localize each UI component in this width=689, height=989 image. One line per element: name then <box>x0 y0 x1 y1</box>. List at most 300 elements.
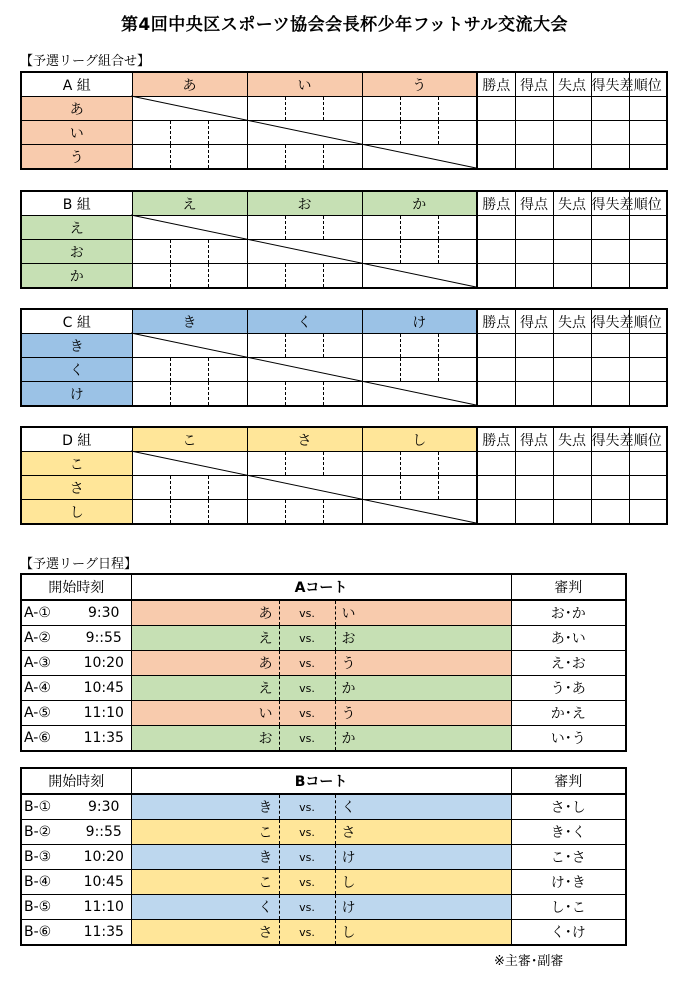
diagonal-cell <box>323 476 362 500</box>
court-header: Bコート <box>131 768 511 794</box>
stat-cell <box>553 240 591 264</box>
home-team: い <box>131 701 279 726</box>
diagonal-cell <box>362 145 400 170</box>
prelim-league-label: 【予選リーグ組合せ】 <box>20 54 151 69</box>
match-row <box>21 626 626 651</box>
diagonal-cell <box>285 121 323 145</box>
stat-header: 失点 <box>553 309 591 334</box>
match-time: 10:45 <box>77 676 131 701</box>
vs-label: vs. <box>279 920 335 946</box>
match-row <box>21 701 626 726</box>
match-row <box>21 920 626 946</box>
score-cell <box>132 145 170 170</box>
stat-cell <box>515 382 553 407</box>
home-team: く <box>131 895 279 920</box>
match-id: A-② <box>21 626 77 651</box>
away-team: か <box>335 676 511 701</box>
score-cell <box>323 334 362 358</box>
diagonal-cell <box>208 334 247 358</box>
score-cell <box>132 476 170 500</box>
score-cell <box>362 476 400 500</box>
away-team: さ <box>335 820 511 845</box>
match-time: 9::55 <box>77 626 131 651</box>
score-cell <box>132 500 170 525</box>
diagonal-cell <box>362 264 400 289</box>
match-time: 10:20 <box>77 651 131 676</box>
stat-header: 得点 <box>515 309 553 334</box>
group-team-header: か <box>362 191 477 216</box>
diagonal-cell <box>362 500 400 525</box>
group-table <box>20 426 668 525</box>
score-cell <box>285 382 323 407</box>
score-cell <box>170 240 208 264</box>
stat-cell <box>553 476 591 500</box>
vs-label: vs. <box>279 626 335 651</box>
stat-cell <box>629 452 667 476</box>
score-cell <box>208 476 247 500</box>
stat-cell <box>591 264 629 289</box>
diagonal-cell <box>285 476 323 500</box>
stat-header: 順位 <box>629 72 667 97</box>
referee: い･う <box>511 726 626 752</box>
score-cell <box>132 382 170 407</box>
group-team-header: け <box>362 309 477 334</box>
group-team-row-label: く <box>21 358 132 382</box>
stat-cell <box>629 216 667 240</box>
score-cell <box>170 121 208 145</box>
diagonal-cell <box>132 452 170 476</box>
score-cell <box>285 97 323 121</box>
home-team: え <box>131 626 279 651</box>
score-cell <box>362 97 400 121</box>
stat-cell <box>553 145 591 170</box>
diagonal-cell <box>285 240 323 264</box>
stat-cell <box>515 145 553 170</box>
match-time: 9::55 <box>77 820 131 845</box>
score-cell <box>170 358 208 382</box>
group-table <box>20 308 668 407</box>
score-cell <box>400 334 438 358</box>
vs-label: vs. <box>279 600 335 626</box>
stat-cell <box>553 382 591 407</box>
diagonal-cell <box>170 97 208 121</box>
match-id: A-③ <box>21 651 77 676</box>
match-id: B-① <box>21 794 77 820</box>
match-id: B-⑥ <box>21 920 77 946</box>
stat-cell <box>477 145 515 170</box>
stat-cell <box>477 500 515 525</box>
score-cell <box>208 500 247 525</box>
referee: く･け <box>511 920 626 946</box>
score-cell <box>247 145 285 170</box>
schedule-label: 【予選リーグ日程】 <box>20 557 138 572</box>
stat-cell <box>629 121 667 145</box>
score-cell <box>323 97 362 121</box>
stat-cell <box>515 264 553 289</box>
referee: さ･し <box>511 794 626 820</box>
group-team-row-label: え <box>21 216 132 240</box>
stat-cell <box>553 334 591 358</box>
stat-cell <box>553 97 591 121</box>
stat-header: 失点 <box>553 72 591 97</box>
group-team-row-label: か <box>21 264 132 289</box>
stat-header: 得点 <box>515 72 553 97</box>
stat-cell <box>515 121 553 145</box>
referee-note: ※主審･副審 <box>494 954 564 969</box>
match-row <box>21 651 626 676</box>
home-team: き <box>131 845 279 870</box>
referee: こ･さ <box>511 845 626 870</box>
score-cell <box>438 240 477 264</box>
stat-header: 勝点 <box>477 72 515 97</box>
diagonal-cell <box>438 382 477 407</box>
score-cell <box>362 121 400 145</box>
score-cell <box>323 382 362 407</box>
match-id: B-④ <box>21 870 77 895</box>
match-id: B-⑤ <box>21 895 77 920</box>
away-team: し <box>335 870 511 895</box>
stat-header: 順位 <box>629 427 667 452</box>
match-time: 10:45 <box>77 870 131 895</box>
score-cell <box>247 264 285 289</box>
home-team: き <box>131 794 279 820</box>
group-team-header: こ <box>132 427 247 452</box>
court-header: Aコート <box>131 574 511 600</box>
diagonal-cell <box>323 121 362 145</box>
match-row <box>21 895 626 920</box>
vs-label: vs. <box>279 726 335 752</box>
diagonal-cell <box>170 216 208 240</box>
score-cell <box>438 476 477 500</box>
group-team-header: う <box>362 72 477 97</box>
vs-label: vs. <box>279 676 335 701</box>
home-team: あ <box>131 600 279 626</box>
diagonal-cell <box>170 334 208 358</box>
referee: し･こ <box>511 895 626 920</box>
away-team: け <box>335 895 511 920</box>
stat-cell <box>591 500 629 525</box>
stat-cell <box>629 382 667 407</box>
score-cell <box>400 240 438 264</box>
match-id: A-⑥ <box>21 726 77 752</box>
stat-cell <box>477 216 515 240</box>
score-cell <box>400 452 438 476</box>
score-cell <box>170 145 208 170</box>
score-cell <box>285 452 323 476</box>
away-team: け <box>335 845 511 870</box>
stat-cell <box>477 121 515 145</box>
stat-cell <box>591 358 629 382</box>
group-team-row-label: い <box>21 121 132 145</box>
score-cell <box>438 334 477 358</box>
referee: う･あ <box>511 676 626 701</box>
referee: き･く <box>511 820 626 845</box>
score-cell <box>400 476 438 500</box>
stat-header: 得失差 <box>591 72 629 97</box>
diagonal-cell <box>208 216 247 240</box>
group-team-row-label: け <box>21 382 132 407</box>
score-cell <box>323 264 362 289</box>
match-time: 10:20 <box>77 845 131 870</box>
stat-cell <box>553 500 591 525</box>
match-row <box>21 820 626 845</box>
stat-cell <box>515 476 553 500</box>
group-team-header: あ <box>132 72 247 97</box>
score-cell <box>247 452 285 476</box>
score-cell <box>323 145 362 170</box>
score-cell <box>362 240 400 264</box>
group-team-row-label: あ <box>21 97 132 121</box>
score-cell <box>400 358 438 382</box>
stat-header: 失点 <box>553 427 591 452</box>
stat-cell <box>591 240 629 264</box>
diagonal-cell <box>208 97 247 121</box>
stat-cell <box>629 240 667 264</box>
stat-cell <box>629 97 667 121</box>
stat-cell <box>629 358 667 382</box>
score-cell <box>247 500 285 525</box>
match-id: B-③ <box>21 845 77 870</box>
group-team-row-label: お <box>21 240 132 264</box>
stat-cell <box>553 452 591 476</box>
stat-cell <box>515 240 553 264</box>
diagonal-cell <box>362 382 400 407</box>
group-table <box>20 190 668 289</box>
match-row <box>21 600 626 626</box>
score-cell <box>208 145 247 170</box>
score-cell <box>247 216 285 240</box>
vs-label: vs. <box>279 895 335 920</box>
group-team-row-label: さ <box>21 476 132 500</box>
stat-cell <box>629 264 667 289</box>
stat-cell <box>629 334 667 358</box>
group-table <box>20 71 668 170</box>
group-name: C 組 <box>21 309 132 334</box>
match-id: A-⑤ <box>21 701 77 726</box>
diagonal-cell <box>170 452 208 476</box>
away-team: か <box>335 726 511 752</box>
score-cell <box>438 452 477 476</box>
stat-header: 得点 <box>515 427 553 452</box>
score-cell <box>438 97 477 121</box>
stat-cell <box>515 452 553 476</box>
diagonal-cell <box>247 358 285 382</box>
stat-cell <box>591 97 629 121</box>
referee-header: 審判 <box>511 574 626 600</box>
stat-cell <box>629 500 667 525</box>
match-row <box>21 845 626 870</box>
schedule-table <box>20 767 627 946</box>
score-cell <box>170 476 208 500</box>
away-team: い <box>335 600 511 626</box>
match-time: 11:10 <box>77 701 131 726</box>
group-team-header: き <box>132 309 247 334</box>
match-time: 11:35 <box>77 726 131 752</box>
referee: け･き <box>511 870 626 895</box>
group-team-row-label: う <box>21 145 132 170</box>
stat-cell <box>477 358 515 382</box>
match-id: B-② <box>21 820 77 845</box>
referee: あ･い <box>511 626 626 651</box>
group-name: D 組 <box>21 427 132 452</box>
score-cell <box>438 216 477 240</box>
score-cell <box>285 145 323 170</box>
group-team-header: く <box>247 309 362 334</box>
stat-cell <box>515 97 553 121</box>
diagonal-cell <box>132 97 170 121</box>
vs-label: vs. <box>279 651 335 676</box>
score-cell <box>170 264 208 289</box>
stat-cell <box>477 452 515 476</box>
score-cell <box>285 334 323 358</box>
diagonal-cell <box>438 264 477 289</box>
stat-cell <box>629 476 667 500</box>
score-cell <box>362 358 400 382</box>
stat-cell <box>477 382 515 407</box>
stat-cell <box>591 334 629 358</box>
stat-header: 得失差 <box>591 191 629 216</box>
score-cell <box>323 452 362 476</box>
group-team-row-label: し <box>21 500 132 525</box>
group-team-header: し <box>362 427 477 452</box>
vs-label: vs. <box>279 701 335 726</box>
stat-cell <box>553 216 591 240</box>
score-cell <box>400 216 438 240</box>
match-time: 11:10 <box>77 895 131 920</box>
diagonal-cell <box>247 240 285 264</box>
score-cell <box>362 452 400 476</box>
schedule-table <box>20 573 627 752</box>
stat-cell <box>591 452 629 476</box>
diagonal-cell <box>400 264 438 289</box>
referee: え･お <box>511 651 626 676</box>
diagonal-cell <box>323 358 362 382</box>
match-row <box>21 870 626 895</box>
score-cell <box>132 264 170 289</box>
diagonal-cell <box>285 358 323 382</box>
home-team: さ <box>131 920 279 946</box>
stat-header: 失点 <box>553 191 591 216</box>
stat-header: 勝点 <box>477 427 515 452</box>
vs-label: vs. <box>279 794 335 820</box>
stat-cell <box>477 264 515 289</box>
away-team: く <box>335 794 511 820</box>
score-cell <box>208 264 247 289</box>
diagonal-cell <box>132 216 170 240</box>
home-team: こ <box>131 870 279 895</box>
match-row <box>21 794 626 820</box>
stat-header: 勝点 <box>477 309 515 334</box>
group-team-header: え <box>132 191 247 216</box>
stat-cell <box>591 145 629 170</box>
score-cell <box>323 216 362 240</box>
stat-cell <box>553 121 591 145</box>
stat-header: 得点 <box>515 191 553 216</box>
match-time: 11:35 <box>77 920 131 946</box>
referee: お･か <box>511 600 626 626</box>
score-cell <box>132 240 170 264</box>
stat-cell <box>591 382 629 407</box>
start-time-header: 開始時刻 <box>21 768 131 794</box>
diagonal-cell <box>208 452 247 476</box>
away-team: う <box>335 651 511 676</box>
group-team-header: い <box>247 72 362 97</box>
score-cell <box>208 358 247 382</box>
score-cell <box>323 500 362 525</box>
stat-cell <box>477 334 515 358</box>
home-team: こ <box>131 820 279 845</box>
diagonal-cell <box>323 240 362 264</box>
score-cell <box>285 500 323 525</box>
stat-header: 勝点 <box>477 191 515 216</box>
group-team-header: さ <box>247 427 362 452</box>
diagonal-cell <box>247 476 285 500</box>
home-team: お <box>131 726 279 752</box>
vs-label: vs. <box>279 820 335 845</box>
score-cell <box>285 216 323 240</box>
group-name: B 組 <box>21 191 132 216</box>
group-team-row-label: き <box>21 334 132 358</box>
match-time: 9:30 <box>77 600 131 626</box>
score-cell <box>362 216 400 240</box>
stat-header: 順位 <box>629 191 667 216</box>
match-row <box>21 676 626 701</box>
stat-cell <box>591 476 629 500</box>
start-time-header: 開始時刻 <box>21 574 131 600</box>
group-name: A 組 <box>21 72 132 97</box>
referee-header: 審判 <box>511 768 626 794</box>
stat-header: 得失差 <box>591 309 629 334</box>
stat-cell <box>515 334 553 358</box>
referee: か･え <box>511 701 626 726</box>
stat-cell <box>553 358 591 382</box>
diagonal-cell <box>132 334 170 358</box>
vs-label: vs. <box>279 845 335 870</box>
stat-cell <box>477 476 515 500</box>
stat-cell <box>629 145 667 170</box>
score-cell <box>247 382 285 407</box>
score-cell <box>362 334 400 358</box>
stat-cell <box>553 264 591 289</box>
away-team: し <box>335 920 511 946</box>
score-cell <box>247 334 285 358</box>
group-team-header: お <box>247 191 362 216</box>
away-team: お <box>335 626 511 651</box>
home-team: え <box>131 676 279 701</box>
score-cell <box>400 97 438 121</box>
score-cell <box>132 358 170 382</box>
diagonal-cell <box>400 382 438 407</box>
score-cell <box>400 121 438 145</box>
stat-cell <box>477 240 515 264</box>
stat-cell <box>591 216 629 240</box>
score-cell <box>285 264 323 289</box>
diagonal-cell <box>438 500 477 525</box>
stat-cell <box>591 121 629 145</box>
score-cell <box>438 121 477 145</box>
score-cell <box>132 121 170 145</box>
score-cell <box>247 97 285 121</box>
stat-cell <box>477 97 515 121</box>
match-id: A-④ <box>21 676 77 701</box>
score-cell <box>170 382 208 407</box>
score-cell <box>208 240 247 264</box>
stat-cell <box>515 358 553 382</box>
vs-label: vs. <box>279 870 335 895</box>
stat-header: 順位 <box>629 309 667 334</box>
stat-cell <box>515 216 553 240</box>
score-cell <box>208 121 247 145</box>
